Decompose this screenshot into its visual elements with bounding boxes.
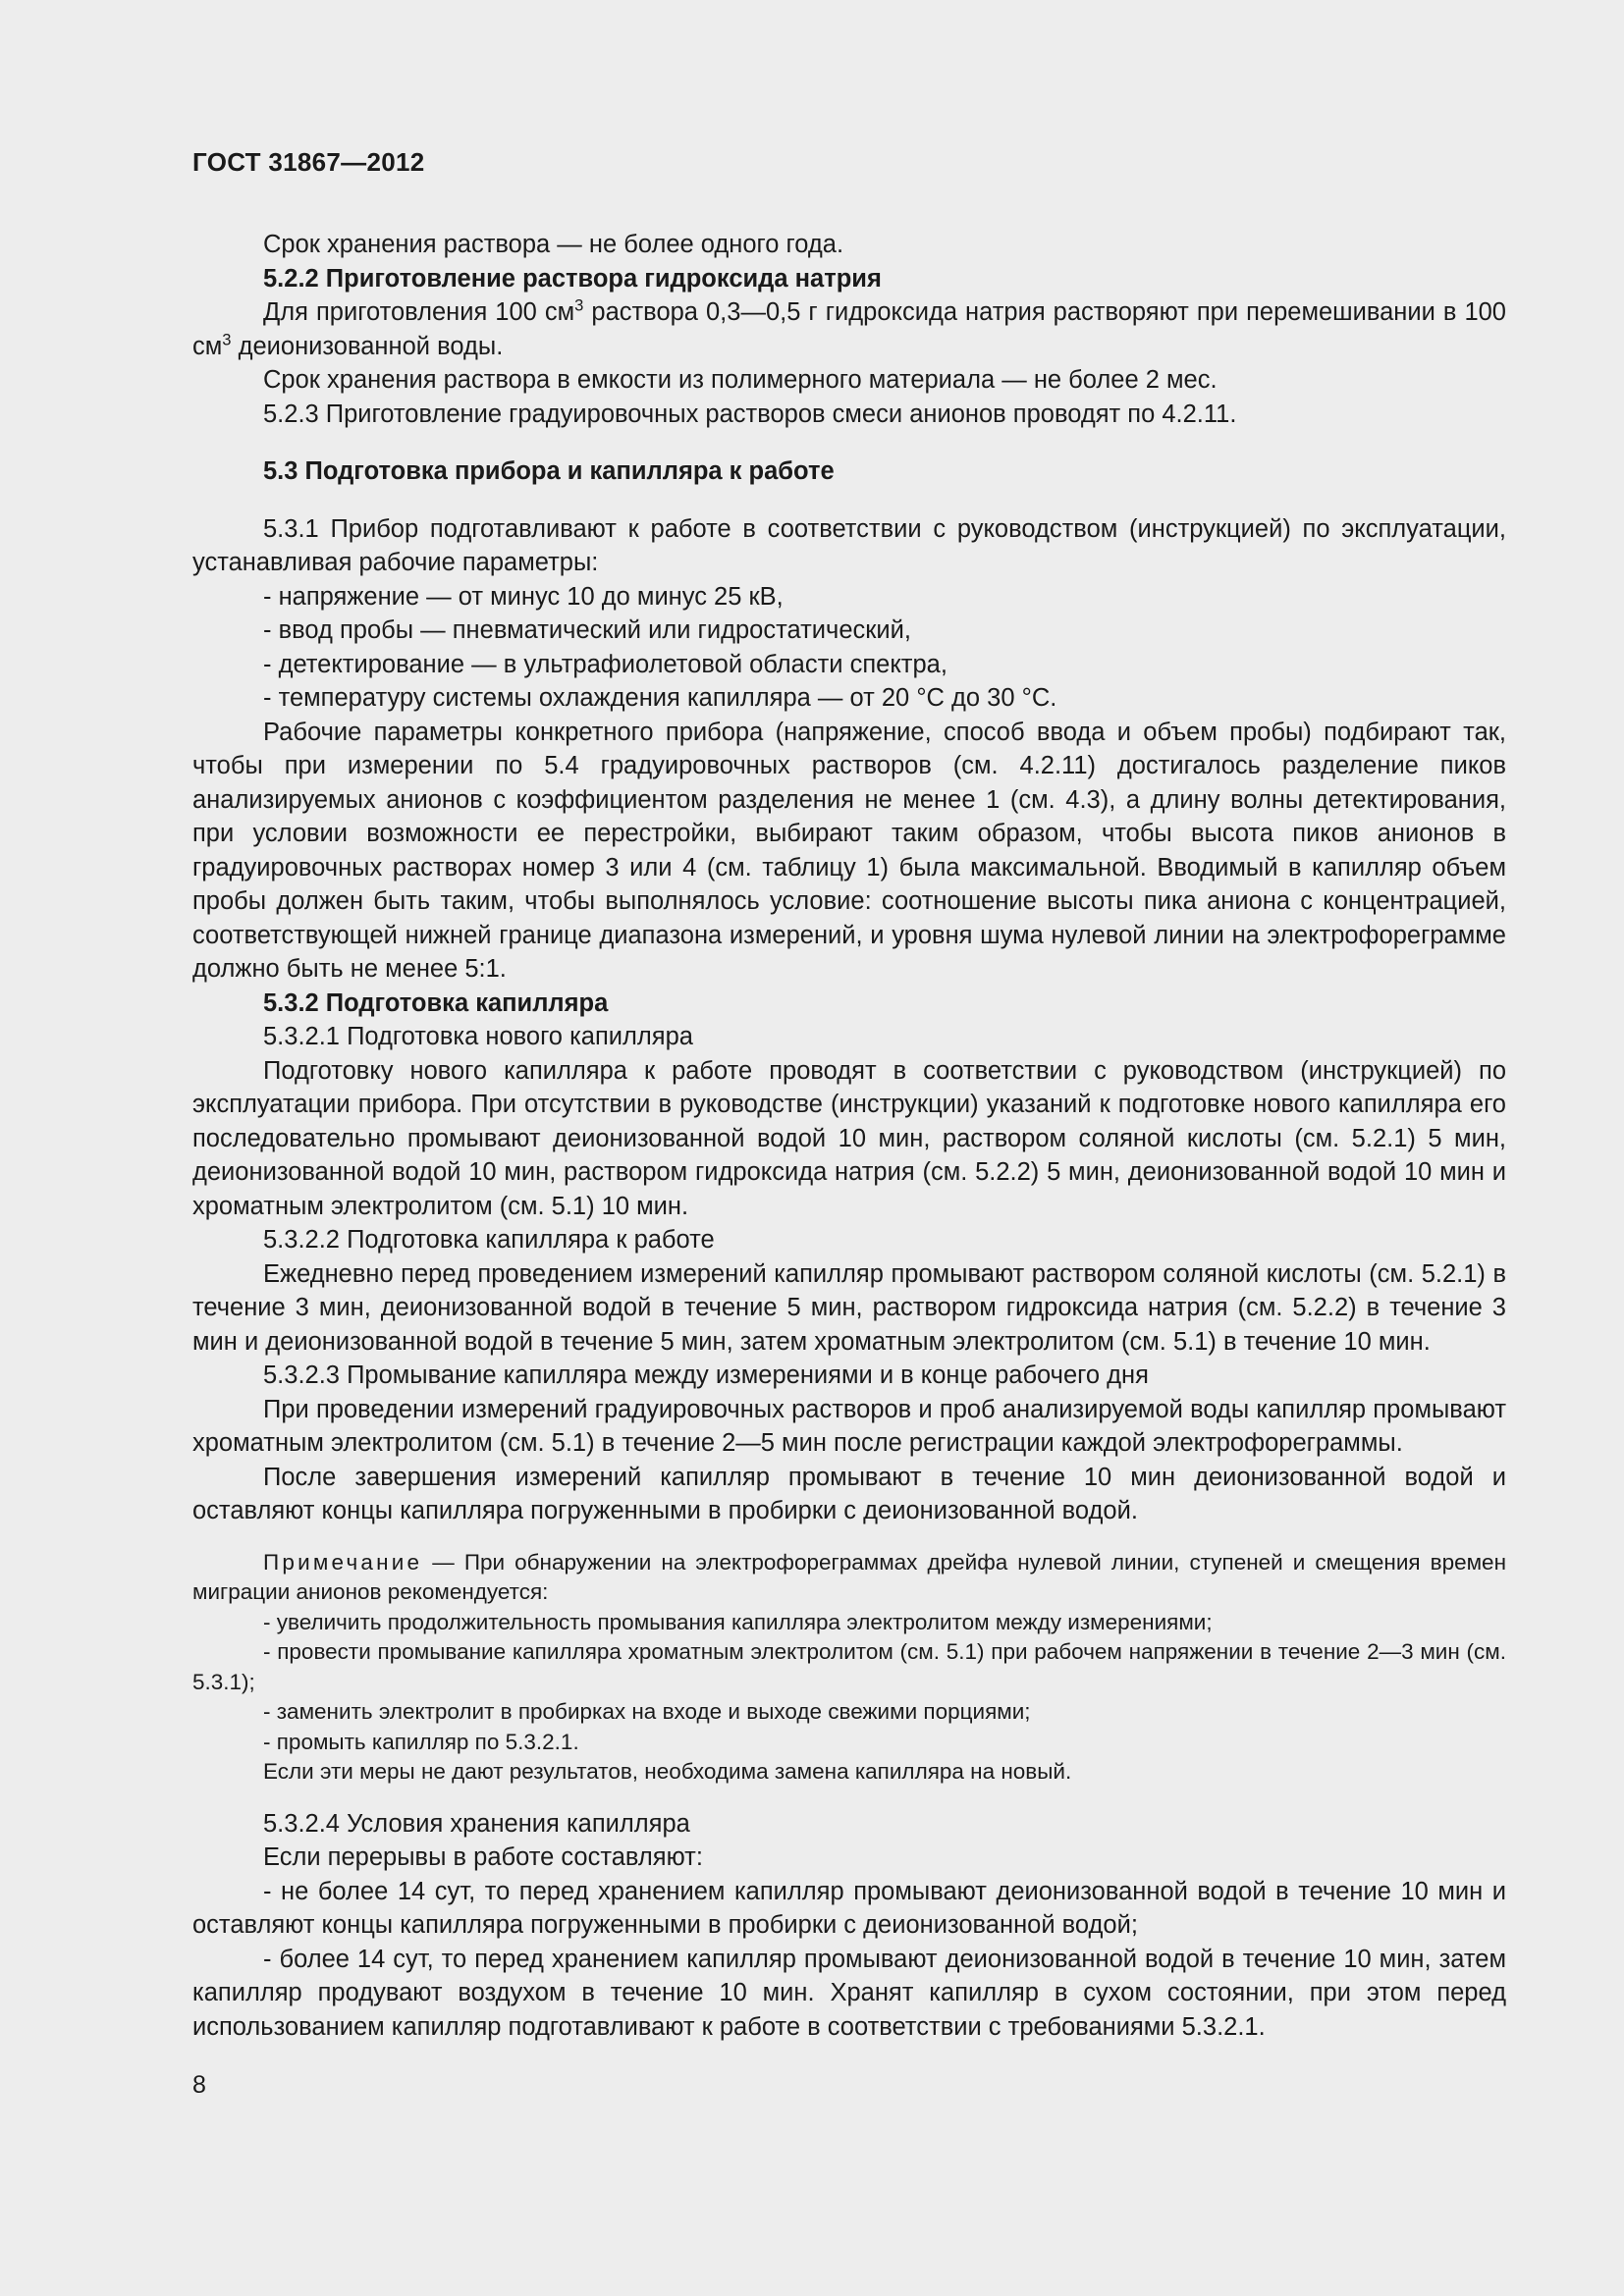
note-intro: Примечание — При обнаружении на электрофореграммах дрейфа нулевой линии, ступеней и смещения времен миграции анионов рекомендуется:	[192, 1549, 1506, 1604]
paragraph-5-3-2-3-a: При проведении измерений градуировочных растворов и проб анализируемой воды капилляр промывают хроматным электролитом (см. 5.1) в течение 2—5 мин после регистрации каждой электрофореграммы.	[192, 1395, 1506, 1457]
paragraph-5-3-1: 5.3.1 Прибор подготавливают к работе в соответствии с руководством (инструкцией) по эксплуатации, устанавливая рабочие параметры:	[192, 514, 1506, 576]
list-item: - не более 14 сут, то перед хранением капилляр промывают деионизованной водой в течение 10 мин и оставляют концы капилляра погруженными в пробирки с деионизованной водой;	[192, 1877, 1506, 1939]
list-item: - температуру системы охлаждения капилляра — от 20 °С до 30 °С.	[263, 684, 1057, 712]
paragraph-storage-container: Срок хранения раствора в емкости из полимерного материала — не более 2 мес.	[263, 366, 1218, 394]
paragraph-5-3-2-1: Подготовку нового капилляра к работе проводят в соответствии с руководством (инструкцией) по эксплуатации прибора. При отсутствии в руководстве (инструкции) указаний к подготовке нового капилляра его последовательно промывают деионизованной водой 10 мин, раствором соляной кислоты (см. 5.2.1) 5 мин, деионизованной водой 10 мин, раствором гидроксида натрия (см. 5.2.2) 5 мин, деионизованной водой 10 мин и хроматным электролитом (см. 5.1) 10 мин.	[192, 1056, 1506, 1220]
note-conclusion: Если эти меры не дают результатов, необходима замена капилляра на новый.	[263, 1759, 1072, 1784]
list-item: - более 14 сут, то перед хранением капилляр промывают деионизованной водой в течение 10 мин, затем капилляр продувают воздухом в течение 10 мин. Хранят капилляр в сухом состоянии, при этом перед использованием капилляр подготавливают к работе в соответствии с требованиями 5.3.2.1.	[192, 1945, 1506, 2041]
document-body	[192, 228, 1506, 2044]
note-block	[192, 1548, 1506, 1788]
heading-5-3-2-1: 5.3.2.1 Подготовка нового капилляра	[263, 1023, 693, 1050]
paragraph-5-3-2-3-b: После завершения измерений капилляр промывают в течение 10 мин деионизованной водой и оставляют концы капилляра погруженными в пробирки с деионизованной водой.	[192, 1463, 1506, 1524]
page-number: 8	[192, 2071, 206, 2099]
document-header: ГОСТ 31867—2012	[192, 147, 425, 177]
note-list-item: - увеличить продолжительность промывания капилляра электролитом между измерениями;	[263, 1609, 1213, 1634]
heading-5-3-2-2: 5.3.2.2 Подготовка капилляра к работе	[263, 1226, 715, 1254]
list-item: - детектирование — в ультрафиолетовой области спектра,	[263, 650, 947, 678]
paragraph-5-2-3: 5.2.3 Приготовление градуировочных растворов смеси анионов проводят по 4.2.11.	[263, 400, 1237, 428]
heading-5-2-2: 5.2.2 Приготовление раствора гидроксида натрия	[263, 264, 882, 293]
heading-5-3-2-4: 5.3.2.4 Условия хранения капилляра	[263, 1809, 690, 1838]
paragraph-5-2-2: Для приготовления 100 $см^3$ раствора 0,3—0,5 г гидроксида натрия растворяют при перемешивании в 100 $см^3$ деионизованной воды.	[192, 295, 1506, 360]
paragraph-storage-period: Срок хранения раствора — не более одного года.	[263, 231, 844, 258]
list-item: - напряжение — от минус 10 до минус 25 кВ,	[263, 582, 784, 611]
paragraph-5-3-2-4: Если перерывы в работе составляют:	[263, 1843, 703, 1871]
note-list-item: - промыть капилляр по 5.3.2.1.	[263, 1729, 579, 1754]
note-list-item: - провести промывание капилляра хроматным электролитом (см. 5.1) при рабочем напряжении в течение 2—3 мин (см. 5.3.1);	[192, 1639, 1506, 1694]
heading-5-3-2: 5.3.2 Подготовка капилляра	[263, 988, 609, 1017]
paragraph-5-3-2-2: Ежедневно перед проведением измерений капилляр промывают раствором соляной кислоты (см. 5.2.1) в течение 3 мин, деионизованной водой в течение 5 мин, раствором гидроксида натрия (см. 5.2.2) в течение 3 мин и деионизованной водой в течение 5 мин, затем хроматным электролитом (см. 5.1) в течение 10 мин.	[192, 1259, 1506, 1356]
heading-5-3: 5.3 Подготовка прибора и капилляра к работе	[263, 457, 835, 485]
note-list-item: - заменить электролит в пробирках на входе и выходе свежими порциями;	[263, 1699, 1031, 1724]
heading-5-3-2-3: 5.3.2.3 Промывание капилляра между измерениями и в конце рабочего дня	[263, 1362, 1149, 1389]
list-item: - ввод пробы — пневматический или гидростатический,	[263, 616, 911, 644]
paragraph-working-parameters: Рабочие параметры конкретного прибора (напряжение, способ ввода и объем пробы) подбирают так, чтобы при измерении по 5.4 градуировочных растворов (см. 4.2.11) достигалось разделение пиков анализируемых анионов с коэффициентом разделения не менее 1 (см. 4.3), а длину волны детектирования, при условии возможности ее перестройки, выбирают таким образом, чтобы высота пиков анионов в градуировочных растворах номер 3 или 4 (см. таблицу 1) была максимальной. Вводимый в капилляр объем пробы должен быть таким, чтобы выполнялось условие: соотношение высоты пика аниона с концентрацией, соответствующей нижней границе диапазона измерений, и уровня шума нулевой линии на электрофореграмме должно быть не менее 5:1.	[192, 718, 1506, 983]
note-label: Примечание	[263, 1549, 423, 1575]
